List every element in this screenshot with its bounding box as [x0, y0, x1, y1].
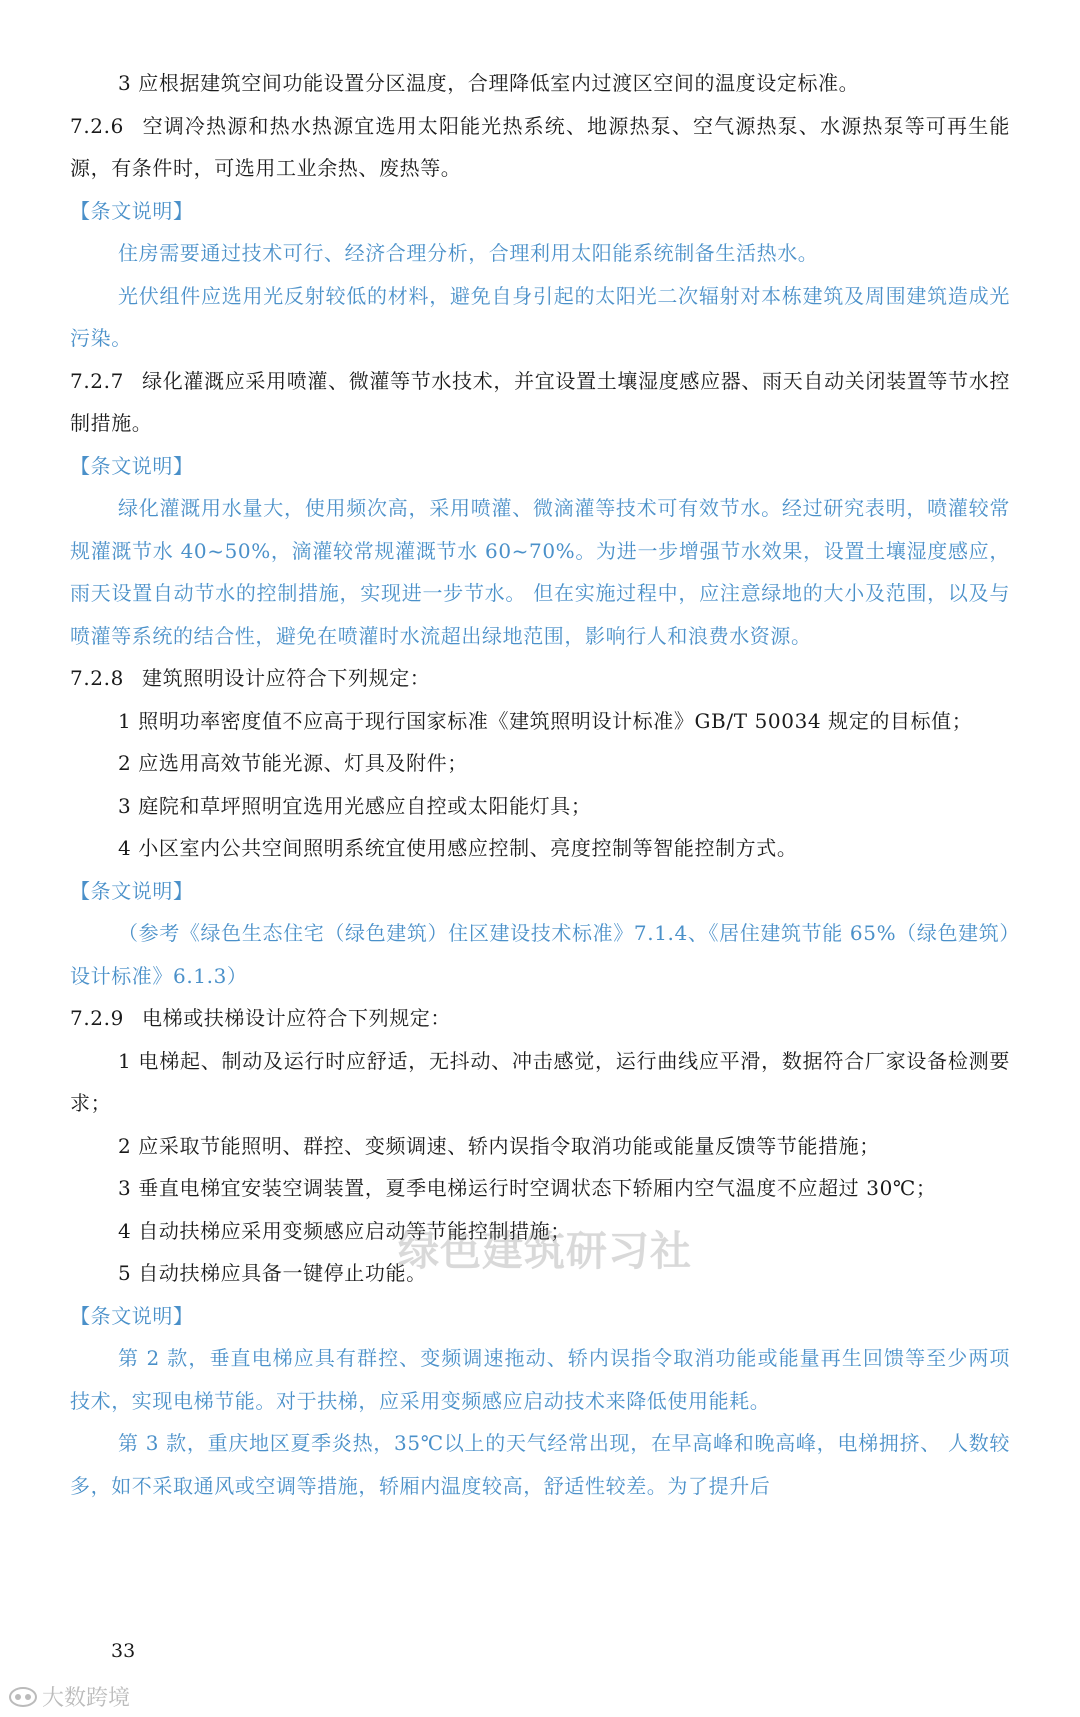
- paragraph-text: 建筑照明设计应符合下列规定：: [142, 666, 431, 690]
- paragraph-text: 3 垂直电梯宜安装空调装置，夏季电梯运行时空调状态下轿厢内空气温度不应超过 30℃；: [118, 1176, 937, 1200]
- paragraph-text: 4 小区室内公共空间照明系统宜使用感应控制、亮度控制等智能控制方式。: [118, 836, 798, 860]
- paragraph-text: 光伏组件应选用光反射较低的材料，避免自身引起的太阳光二次辐射对本栋建筑及周围建筑造成光污染。: [70, 283, 1010, 350]
- list-item: [70, 62, 1010, 105]
- list-item: [70, 700, 1010, 743]
- list-item: [70, 785, 1010, 828]
- clause-explanation-header: [70, 870, 1010, 913]
- paragraph-text: 1 照明功率密度值不应高于现行国家标准《建筑照明设计标准》GB/T 50034 规定的目标值；: [118, 708, 973, 733]
- paragraph-text: 【条文说明】: [70, 198, 194, 223]
- paragraph-text: 绿化灌溉应采用喷灌、微灌等节水技术，并宜设置土壤湿度感应器、雨天自动关闭装置等节水控制措施。: [70, 368, 1010, 435]
- explanation-paragraph: [70, 1422, 1010, 1507]
- clause-paragraph: [70, 360, 1010, 445]
- source-logo-icon: [8, 1685, 38, 1709]
- paragraph-text: 3 应根据建筑空间功能设置分区温度，合理降低室内过渡区空间的温度设定标准。: [118, 71, 860, 95]
- paragraph-text: 【条文说明】: [70, 1303, 194, 1328]
- explanation-paragraph: [70, 275, 1010, 360]
- paragraph-text: 【条文说明】: [70, 878, 194, 903]
- clause-paragraph: [70, 997, 1010, 1040]
- explanation-paragraph: [70, 1337, 1010, 1422]
- paragraph-text: （参考《绿色生态住宅（绿色建筑）住区建设技术标准》7.1.4、《居住建筑节能 65%（绿色建筑）设计标准》6.1.3）: [70, 921, 1010, 988]
- clause-number: 7.2.8: [70, 666, 124, 690]
- paragraph-text: 电梯或扶梯设计应符合下列规定：: [142, 1006, 451, 1030]
- list-item: [70, 1167, 1010, 1210]
- clause-number: 7.2.7: [70, 368, 124, 393]
- clause-paragraph: [70, 657, 1010, 700]
- explanation-paragraph: [70, 912, 1010, 997]
- watermark: 绿色建筑研习社: [398, 1227, 692, 1275]
- clause-explanation-header: [70, 445, 1010, 488]
- paragraph-text: 【条文说明】: [70, 453, 194, 478]
- paragraph-text: 第 2 款，垂直电梯应具有群控、变频调速拖动、轿内误指令取消功能或能量再生回馈等至少两项技术，实现电梯节能。对于扶梯，应采用变频感应启动技术来降低使用能耗。: [70, 1346, 1010, 1413]
- paragraph-text: 4 自动扶梯应采用变频感应启动等节能控制措施；: [118, 1218, 571, 1243]
- clause-paragraph: [70, 105, 1010, 190]
- paragraph-text: 3 庭院和草坪照明宜选用光感应自控或太阳能灯具；: [118, 793, 592, 818]
- paragraph-text: 绿化灌溉用水量大，使用频次高，采用喷灌、微滴灌等技术可有效节水。经过研究表明，喷灌较常规灌溉节水 40~50%，滴灌较常规灌溉节水 60~70%。为进一步增强节水效果，设置土壤湿度感应，雨天设置自动节水的控制措施，实现进一步节水。 但在实施过程中，应注意绿地的大小及范围，以及与喷灌等系统的结合性，避免在喷灌时水流超出绿地范围，影响行人和浪费水资源。: [70, 496, 1010, 648]
- list-item: [70, 742, 1010, 785]
- paragraph-text: 5 自动扶梯应具备一键停止功能。: [118, 1261, 427, 1285]
- paragraph-text: 1 电梯起、制动及运行时应舒适，无抖动、冲击感觉，运行曲线应平滑，数据符合厂家设备检测要求；: [70, 1048, 1010, 1115]
- list-item: [70, 1125, 1010, 1168]
- explanation-paragraph: [70, 232, 1010, 275]
- clause-explanation-header: [70, 190, 1010, 233]
- source-mark-label: 大数跨境: [42, 1686, 131, 1711]
- document-page: [70, 62, 1010, 1507]
- source-mark: [8, 1681, 130, 1712]
- list-item: [70, 1040, 1010, 1125]
- paragraph-text: 2 应选用高效节能光源、灯具及附件；: [118, 751, 468, 775]
- paragraph-text: 第 3 款，重庆地区夏季炎热，35℃以上的天气经常出现，在早高峰和晚高峰，电梯拥挤、 人数较多，如不采取通风或空调等措施，轿厢内温度较高，舒适性较差。为了提升后: [70, 1431, 1010, 1498]
- page-number: 33: [111, 1640, 136, 1662]
- paragraph-text: 空调冷热源和热水热源宜选用太阳能光热系统、地源热泵、空气源热泵、水源热泵等可再生能源，有条件时，可选用工业余热、废热等。: [70, 113, 1010, 180]
- list-item: [70, 827, 1010, 870]
- clause-number: 7.2.6: [70, 113, 124, 138]
- paragraph-text: 2 应采取节能照明、群控、变频调速、轿内误指令取消功能或能量反馈等节能措施；: [118, 1133, 880, 1158]
- clause-explanation-header: [70, 1295, 1010, 1338]
- explanation-paragraph: [70, 487, 1010, 657]
- clause-number: 7.2.9: [70, 1006, 124, 1030]
- paragraph-text: 住房需要通过技术可行、经济合理分析，合理利用太阳能系统制备生活热水。: [118, 241, 819, 265]
